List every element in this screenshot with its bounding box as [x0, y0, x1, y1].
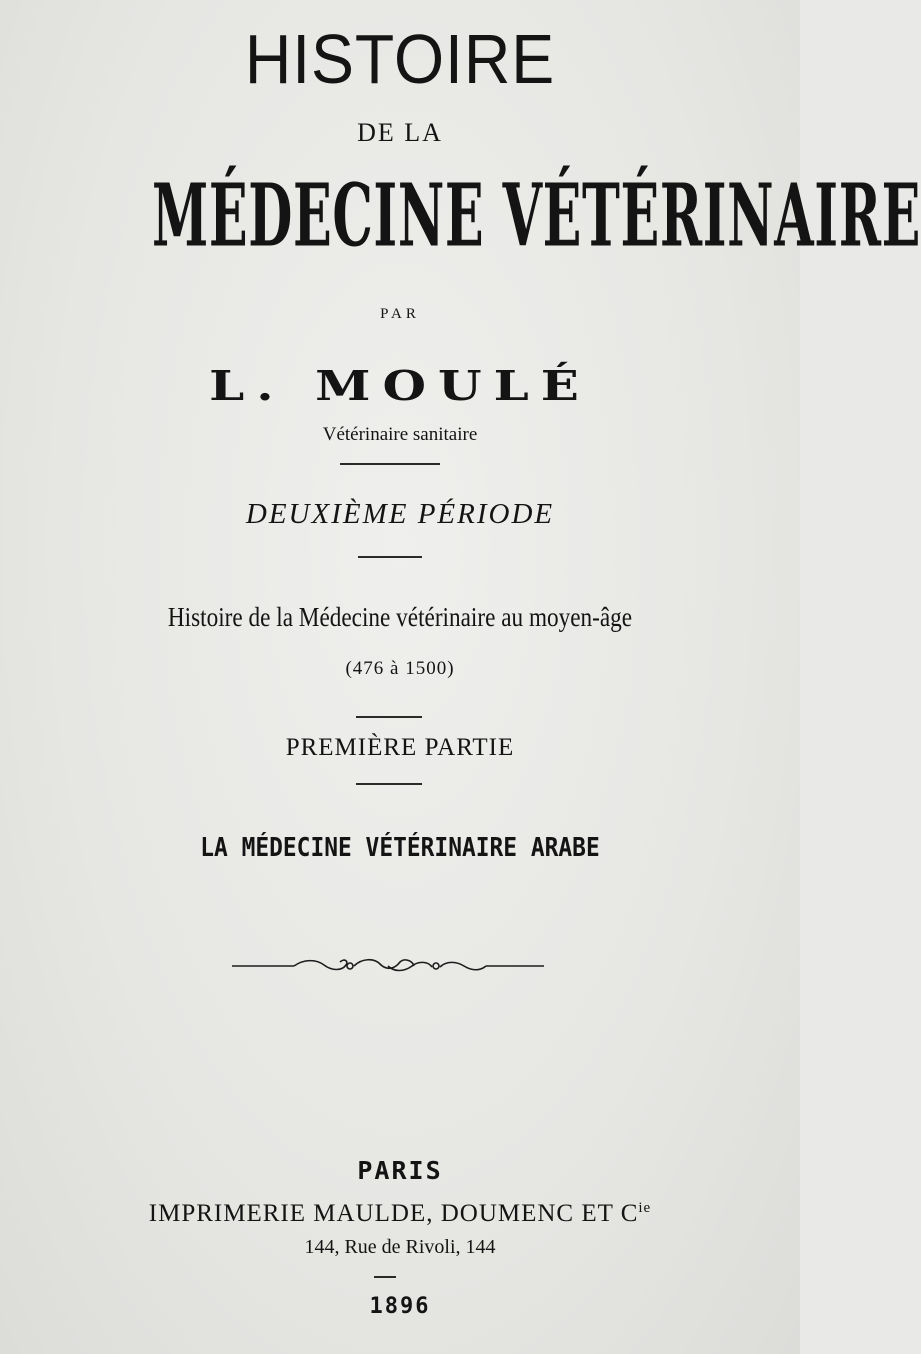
period-heading: DEUXIÈME PÉRIODE [245, 498, 555, 530]
divider-rule [374, 1276, 396, 1278]
divider-rule [356, 716, 422, 718]
divider-rule [356, 783, 422, 785]
part-heading: PREMIÈRE PARTIE [285, 734, 515, 761]
author-name: L. MOULÉ [209, 361, 591, 410]
publication-year: 1896 [369, 1294, 431, 1319]
title-line-main: MÉDECINE VÉTÉRINAIRE [152, 165, 921, 267]
imprint-city: PARIS [357, 1156, 443, 1185]
imprint-printer-name: IMPRIMERIE MAULDE, DOUMENC ET C [148, 1200, 639, 1227]
imprint-printer [0, 1201, 800, 1226]
byline-par: PAR [380, 306, 420, 322]
title-line-de-la: DE LA [357, 118, 443, 147]
part-topic: LA MÉDECINE VÉTÉRINAIRE ARABE [200, 833, 600, 863]
ornamental-divider-icon [228, 953, 548, 979]
author-role: Vétérinaire sanitaire [322, 424, 478, 445]
imprint-printer-superscript: ie [638, 1200, 652, 1216]
divider-rule [340, 463, 440, 465]
title-line-histoire: HISTOIRE [244, 20, 556, 98]
volume-subtitle: Histoire de la Médecine vétérinaire au moyen-âge [167, 602, 633, 632]
divider-rule [358, 556, 422, 558]
date-range: (476 à 1500) [345, 658, 455, 679]
imprint-address: 144, Rue de Rivoli, 144 [304, 1236, 496, 1258]
